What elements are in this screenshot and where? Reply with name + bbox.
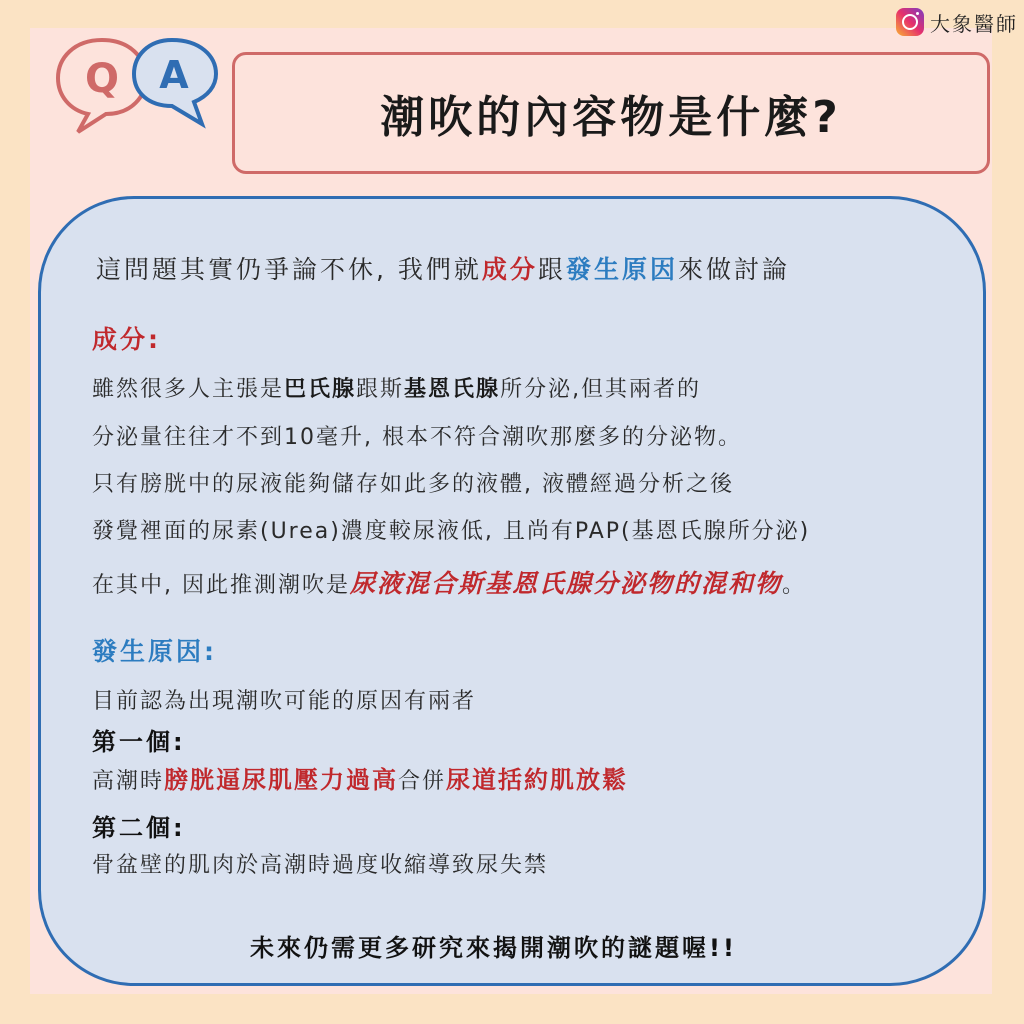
keyword-composition: 成分 <box>481 255 538 284</box>
highlight-sphincter-relax: 尿道括約肌放鬆 <box>446 766 629 794</box>
body-text: 在其中, 因此推測潮吹是 <box>92 573 350 598</box>
composition-line-1 <box>92 372 701 403</box>
intro-line <box>96 250 790 286</box>
body-text: 高潮時 <box>92 769 165 794</box>
section-heading-composition: 成分: <box>92 325 161 354</box>
section-heading-cause: 發生原因: <box>92 637 217 666</box>
body-text: 。 <box>782 573 807 598</box>
term-bartholin: 巴氏腺 <box>284 377 357 402</box>
term-skene: 基恩氏腺 <box>404 377 501 402</box>
intro-text: 來做討論 <box>677 255 790 284</box>
composition-line-3: 只有膀胱中的尿液能夠儲存如此多的液體, 液體經過分析之後 <box>92 472 734 497</box>
body-text: 所分泌,但其兩者的 <box>500 377 702 402</box>
title-box <box>232 52 990 174</box>
body-text: 合併 <box>398 769 447 794</box>
cause-second-line: 骨盆壁的肌肉於高潮時過度收縮導致尿失禁 <box>92 853 549 878</box>
brand-tag[interactable] <box>896 6 1018 38</box>
footer-message: 未來仍需更多研究來揭開潮吹的謎題喔!! <box>250 934 737 962</box>
brand-name: 大象醫師 <box>930 11 1018 36</box>
composition-line-2: 分泌量往往才不到10毫升, 根本不符合潮吹那麼多的分泌物。 <box>92 425 742 450</box>
cause-second-label: 第二個: <box>92 814 186 842</box>
composition-line-4: 發覺裡面的尿素(Urea)濃度較尿液低, 且尚有PAP(基恩氏腺所分泌) <box>92 519 811 544</box>
keyword-cause: 發生原因 <box>565 255 678 284</box>
composition-line-5 <box>92 564 806 600</box>
cause-first-line <box>92 760 628 795</box>
page-title: 潮吹的內容物是什麼? <box>380 92 842 143</box>
qa-speech-bubbles-icon <box>54 34 224 134</box>
instagram-icon <box>896 8 924 36</box>
intro-text: 這問題其實仍爭論不休, 我們就 <box>96 255 482 284</box>
body-text: 跟斯 <box>356 377 405 402</box>
body-text: 雖然很多人主張是 <box>92 377 285 402</box>
conclusion-highlight: 尿液混合斯基恩氏腺分泌物的混和物 <box>350 569 783 598</box>
highlight-bladder-pressure: 膀胱逼尿肌壓力過高 <box>164 766 399 794</box>
a-letter: A <box>159 53 189 97</box>
intro-text: 跟 <box>537 255 566 284</box>
cause-intro: 目前認為出現潮吹可能的原因有兩者 <box>92 689 477 714</box>
q-letter: Q <box>84 56 120 102</box>
cause-first-label: 第一個: <box>92 728 186 756</box>
